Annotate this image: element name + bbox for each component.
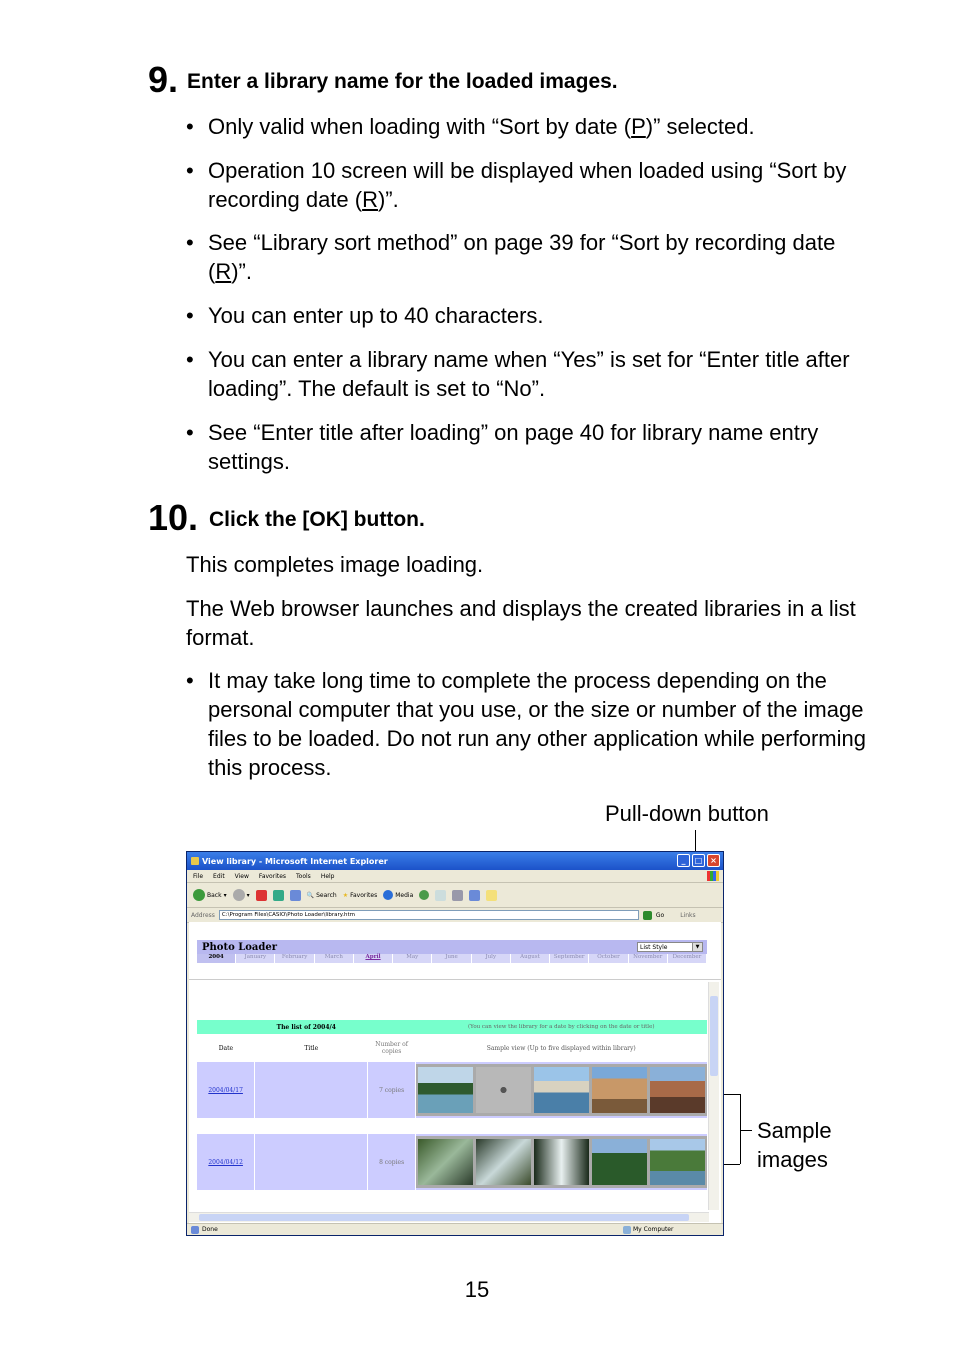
- go-arrow-icon[interactable]: [643, 911, 652, 920]
- month-link[interactable]: June: [432, 954, 471, 963]
- copies-cell: 7 copies: [368, 1062, 416, 1118]
- list-note: (You can view the library for a date by clicking on the date or title): [416, 1020, 708, 1034]
- bullet-text-end: )”.: [377, 187, 399, 212]
- list-style-select[interactable]: [637, 942, 703, 952]
- month-link[interactable]: August: [511, 954, 550, 963]
- month-link[interactable]: May: [393, 954, 432, 963]
- sample-image[interactable]: [476, 1139, 531, 1185]
- key-letter: R: [362, 187, 378, 212]
- col-title: Title: [304, 1044, 319, 1052]
- bullet-dot: •: [186, 668, 194, 693]
- edit-icon[interactable]: [469, 890, 480, 901]
- media-button[interactable]: [383, 890, 413, 900]
- bullet-item: [186, 228, 876, 286]
- sample-image[interactable]: [418, 1067, 473, 1113]
- title-cell[interactable]: [255, 1134, 368, 1190]
- computer-icon: [623, 1226, 631, 1234]
- sample-cell: [416, 1134, 708, 1190]
- bullet-text-end: )”.: [231, 259, 252, 284]
- title-cell[interactable]: [255, 1062, 368, 1118]
- callout-line: Sample: [757, 1118, 832, 1143]
- back-button[interactable]: Back ▾: [193, 889, 227, 901]
- horizontal-scrollbar[interactable]: [189, 1212, 709, 1222]
- bullet-text-end: )” selected.: [645, 114, 755, 139]
- sample-image[interactable]: [418, 1139, 473, 1185]
- date-link[interactable]: 2004/04/12: [197, 1134, 255, 1190]
- divider: [189, 979, 721, 980]
- vertical-scrollbar[interactable]: [708, 982, 719, 1210]
- scroll-thumb[interactable]: [199, 1214, 689, 1221]
- bullet-item: [186, 345, 876, 403]
- bullet-item: [186, 418, 876, 476]
- status-bar: [187, 1223, 723, 1235]
- col-sample: Sample view (Up to five displayed within library): [486, 1044, 636, 1052]
- status-text: Done: [202, 1226, 218, 1233]
- page-number: 15: [464, 1277, 490, 1302]
- browser-screenshot: [186, 851, 724, 1236]
- bullet-item: [186, 156, 876, 214]
- star-icon: ★: [342, 891, 349, 899]
- bullet-item: [186, 666, 876, 782]
- title-bar: [187, 852, 723, 870]
- date-link[interactable]: 2004/04/17: [197, 1062, 255, 1118]
- menu-bar: [187, 870, 723, 883]
- sample-image[interactable]: [650, 1067, 705, 1113]
- bullet-text: You can enter a library name when “Yes” is set for “Enter title after loading”. The default is set to “No”.: [208, 347, 850, 401]
- list-style-value: List Style: [640, 944, 668, 951]
- sample-cell: [416, 1062, 708, 1118]
- bullet-dot: •: [186, 347, 194, 372]
- address-input[interactable]: [219, 910, 639, 920]
- month-link[interactable]: February: [275, 954, 314, 963]
- month-link-active[interactable]: April: [354, 954, 393, 963]
- col-copies: Number of copies: [375, 1041, 409, 1055]
- refresh-icon[interactable]: [273, 890, 284, 901]
- windows-logo-icon: [707, 871, 719, 881]
- favorites-button[interactable]: [343, 892, 378, 899]
- table-row: [197, 1062, 707, 1118]
- completion-text: This completes image loading.: [186, 552, 484, 577]
- col-date: Date: [218, 1044, 234, 1052]
- forward-button[interactable]: ▾: [233, 889, 250, 901]
- close-icon[interactable]: ×: [707, 854, 720, 867]
- step-10-title: Click the [OK] button.: [209, 508, 425, 531]
- ie-page-icon: [191, 1226, 199, 1234]
- menu-favorites[interactable]: Favorites: [258, 872, 287, 880]
- app-title: Photo Loader: [202, 942, 278, 953]
- sample-image[interactable]: [476, 1067, 531, 1113]
- list-header: The list of 2004/4: [197, 1020, 416, 1034]
- copies-cell: 8 copies: [368, 1134, 416, 1190]
- library-table: [197, 1020, 707, 1190]
- search-icon: 🔍: [306, 891, 315, 899]
- sample-image[interactable]: [534, 1139, 589, 1185]
- menu-file[interactable]: File: [193, 872, 204, 880]
- bullet-dot: •: [186, 158, 194, 183]
- bracket: [740, 1130, 752, 1131]
- bullet-dot: •: [186, 420, 194, 445]
- bullet-dot: •: [186, 230, 194, 255]
- key-letter: P: [631, 114, 646, 139]
- sample-images-callout: [757, 1116, 832, 1174]
- forward-arrow-icon: [233, 889, 245, 901]
- month-link[interactable]: September: [550, 954, 589, 963]
- home-icon[interactable]: [290, 890, 301, 901]
- month-link[interactable]: October: [589, 954, 628, 963]
- go-button[interactable]: Go: [655, 911, 665, 919]
- maximize-icon[interactable]: □: [692, 854, 705, 867]
- month-link[interactable]: July: [472, 954, 511, 963]
- bullet-text: You can enter up to 40 characters.: [208, 303, 544, 328]
- sample-image[interactable]: [650, 1139, 705, 1185]
- links-button[interactable]: Links: [680, 911, 696, 919]
- browser-text: The Web browser launches and displays the created libraries in a list format.: [186, 596, 856, 650]
- step-10-number: 10.: [148, 497, 199, 538]
- sample-image[interactable]: [534, 1067, 589, 1113]
- photo-loader-header: [197, 940, 707, 954]
- menu-edit[interactable]: Edit: [213, 872, 225, 880]
- address-bar: [187, 908, 723, 923]
- address-value: C:\Program Files\CASIO\Photo Loader\library.htm: [221, 912, 356, 918]
- bullet-dot: •: [186, 114, 194, 139]
- menu-help[interactable]: Help: [320, 872, 335, 880]
- menu-view[interactable]: View: [234, 872, 249, 880]
- messenger-icon[interactable]: [486, 890, 497, 901]
- month-link[interactable]: December: [668, 954, 707, 963]
- media-icon: [383, 890, 393, 900]
- media-label: Media: [395, 891, 414, 899]
- pulldown-callout: Pull-down button: [605, 801, 769, 826]
- window-title: View library - Microsoft Internet Explorer: [202, 856, 388, 866]
- search-label: Search: [316, 891, 337, 899]
- mail-icon[interactable]: [435, 890, 446, 901]
- step-9-number: 9.: [148, 59, 179, 100]
- back-arrow-icon: [193, 889, 205, 901]
- bullet-text: See “Library sort method” on page 39 for “Sort by recording date (: [208, 230, 836, 284]
- callout-line: images: [757, 1147, 828, 1172]
- table-row: [197, 1134, 707, 1190]
- back-label: Back: [207, 891, 222, 899]
- favorites-label: Favorites: [350, 891, 378, 899]
- bracket: [740, 1094, 741, 1164]
- sample-image[interactable]: [592, 1067, 647, 1113]
- print-icon[interactable]: [452, 890, 463, 901]
- ie-icon: [191, 857, 199, 865]
- bullet-dot: •: [186, 303, 194, 328]
- search-button[interactable]: [307, 892, 337, 899]
- year-label: 2004: [197, 954, 236, 963]
- bullet-item: [186, 112, 876, 141]
- minimize-icon[interactable]: _: [677, 854, 690, 867]
- menu-tools[interactable]: Tools: [296, 872, 311, 880]
- address-label: Address: [191, 911, 215, 919]
- bullet-text: Only valid when loading with “Sort by date (: [208, 114, 632, 139]
- month-bar: [197, 954, 707, 963]
- bullet-item: [186, 301, 876, 330]
- month-link[interactable]: March: [315, 954, 354, 963]
- stop-icon[interactable]: [256, 890, 267, 901]
- page-content: [189, 922, 721, 1224]
- history-icon[interactable]: [419, 890, 429, 900]
- bullet-text: See “Enter title after loading” on page 40 for library name entry settings.: [208, 420, 819, 474]
- bullet-text: Operation 10 screen will be displayed when loaded using “Sort by recording date (: [208, 158, 847, 212]
- key-letter: R: [215, 259, 232, 284]
- sample-image[interactable]: [592, 1139, 647, 1185]
- scroll-thumb[interactable]: [710, 996, 718, 1076]
- toolbar: [187, 883, 723, 908]
- bullet-text: It may take long time to complete the process depending on the personal computer that you use, or the size or number of the image files to be loaded. Do not run any other application while performing this process.: [208, 668, 866, 780]
- month-link[interactable]: January: [236, 954, 275, 963]
- pulldown-button[interactable]: ▼: [692, 943, 702, 951]
- step-9-title: Enter a library name for the loaded images.: [187, 70, 618, 93]
- zone-text: My Computer: [633, 1226, 674, 1233]
- month-link[interactable]: November: [629, 954, 668, 963]
